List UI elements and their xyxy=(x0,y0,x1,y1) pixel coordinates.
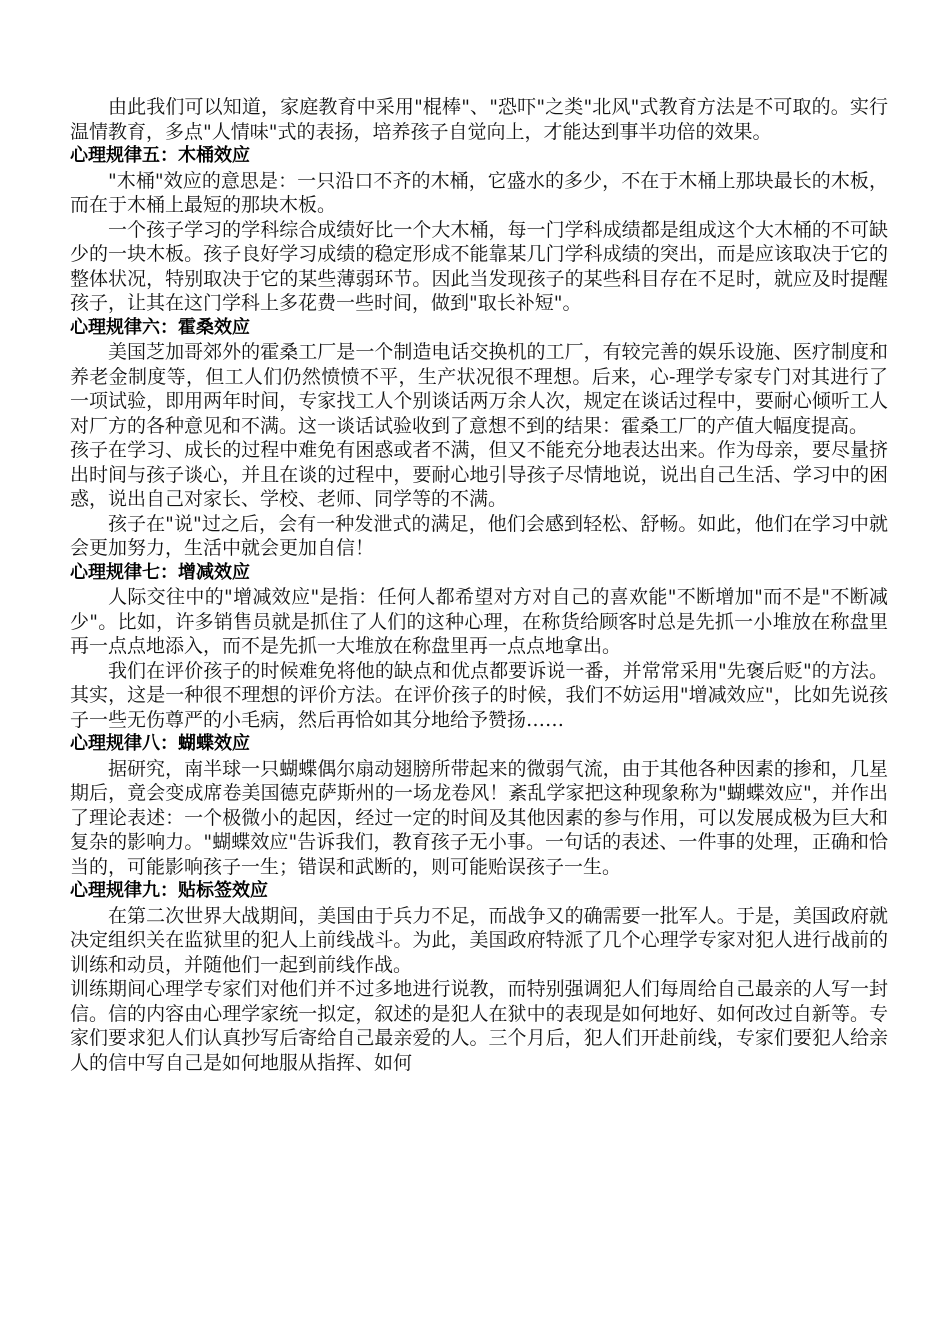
paragraph: 训练期间心理学专家们对他们并不过多地进行说教，而特别强调犯人们每周给自己最亲的人写一封信。信的内容由心理学家统一拟定，叙述的是犯人在狱中的表现是如何地好、如何改过自新等。专家们要求犯人们认真抄写后寄给自己最亲爱的人。三个月后，犯人们开赴前线，专家们要犯人给亲人的信中写自己是如何地服从指挥、如何 xyxy=(70,978,888,1074)
document-page xyxy=(70,95,888,1075)
paragraph: 我们在评价孩子的时候难免将他的缺点和优点都要诉说一番，并常常采用"先褒后贬"的方法。其实，这是一种很不理想的评价方法。在评价孩子的时候，我们不妨运用"增减效应"，比如先说孩子一些无伤尊严的小毛病，然后再恰如其分地给予赞扬…… xyxy=(70,659,888,731)
section-heading-6: 心理规律六：霍桑效应 xyxy=(70,316,250,338)
section-heading-9: 心理规律九：贴标签效应 xyxy=(70,880,268,901)
paragraph: 孩子在学习、成长的过程中难免有困惑或者不满，但又不能充分地表达出来。作为母亲，要尽量挤出时间与孩子谈心，并且在谈的过程中，要耐心地引导孩子尽情地说，说出自己生活、学习中的困惑，说出自己对家长、学校、老师、同学等的不满。 xyxy=(70,439,888,510)
paragraph: 一个孩子学习的学科综合成绩好比一个大木桶，每一门学科成绩都是组成这个大木桶的不可缺少的一块木板。孩子良好学习成绩的稳定形成不能靠某几门学科成绩的突出，而是应该取决于它的整体状况，特别取决于它的某些薄弱环节。因此当发现孩子的某些科目存在不足时，就应及时提醒孩子，让其在这门学科上多花费一些时间，做到"取长补短"。 xyxy=(70,218,888,314)
paragraph: 在第二次世界大战期间，美国由于兵力不足，而战争又的确需要一批军人。于是，美国政府就决定组织关在监狱里的犯人上前线战斗。为此，美国政府特派了几个心理学专家对犯人进行战前的训练和动员，并随他们一起到前线作战。 xyxy=(70,904,888,976)
section-heading-8: 心理规律八：蝴蝶效应 xyxy=(70,733,250,754)
paragraph: 由此我们可以知道，家庭教育中采用"棍棒"、"恐吓"之类"北风"式教育方法是不可取的。实行温情教育，多点"人情味"式的表扬，培养孩子自觉向上，才能达到事半功倍的效果。 xyxy=(70,96,888,143)
paragraph: 美国芝加哥郊外的霍桑工厂是一个制造电话交换机的工厂，有较完善的娱乐设施、医疗制度和养老金制度等，但工人们仍然愤愤不平，生产状况很不理想。后来，心-理学专家专门对其进行了一项试验，即用两年时间，专家找工人个别谈话两万余人次，规定在谈话过程中，要耐心倾听工人对厂方的各种意见和不满。这一谈话试验收到了意想不到的结果：霍桑工厂的产值大幅度提高。 xyxy=(70,341,888,437)
section-heading-5: 心理规律五：木桶效应 xyxy=(70,145,250,166)
section-heading-7: 心理规律七：增减效应 xyxy=(70,561,250,583)
paragraph: 人际交往中的"增减效应"是指：任何人都希望对方对自己的喜欢能"不断增加"而不是"不断减少"。比如，许多销售员就是抓住了人们的这种心理，在称货给顾客时总是先抓一小堆放在称盘里再一点点地添入，而不是先抓一大堆放在称盘里再一点点地拿出。 xyxy=(70,586,888,657)
paragraph: "木桶"效应的意思是：一只沿口不齐的木桶，它盛水的多少，不在于木桶上那块最长的木板，而在于木桶上最短的那块木板。 xyxy=(70,169,888,216)
paragraph: 孩子在"说"过之后，会有一种发泄式的满足，他们会感到轻松、舒畅。如此，他们在学习中就会更加努力，生活中就会更加自信！ xyxy=(70,512,888,559)
paragraph: 据研究，南半球一只蝴蝶偶尔扇动翅膀所带起来的微弱气流，由于其他各种因素的掺和，几星期后，竟会变成席卷美国德克萨斯州的一场龙卷风！紊乱学家把这种现象称为"蝴蝶效应"，并作出了理论表述：一个极微小的起因，经过一定的时间及其他因素的参与作用，可以发展成极为巨大和复杂的影响力。"蝴蝶效应"告诉我们，教育孩子无小事。一句话的表述、一件事的处理，正确和恰当的，可能影响孩子一生；错误和武断的，则可能贻误孩子一生。 xyxy=(70,757,888,878)
